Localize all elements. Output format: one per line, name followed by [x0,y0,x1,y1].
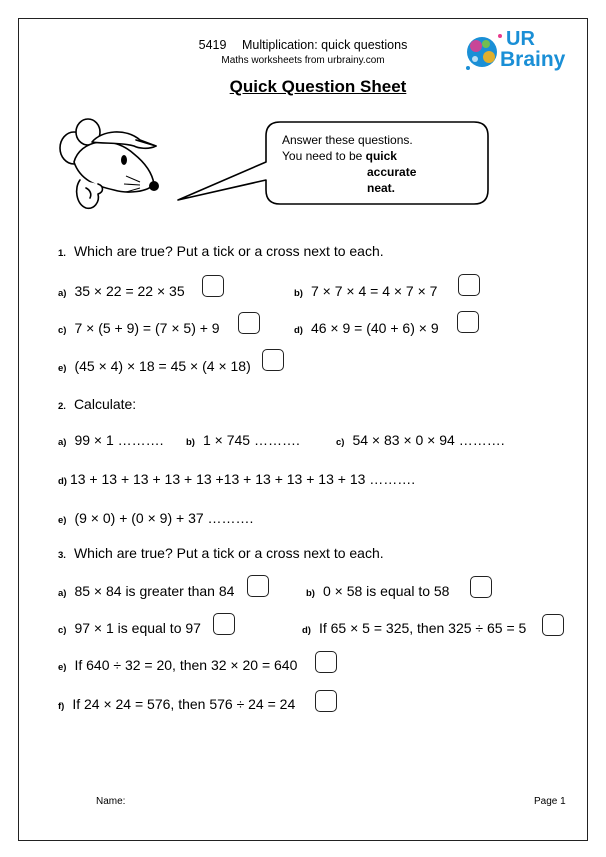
worksheet-code: 5419 [198,38,227,52]
q3-f-answer-box[interactable] [315,690,337,712]
q3-item-c: c) 97 × 1 is equal to 97 [58,620,201,636]
q3-item-d: d) If 65 × 5 = 325, then 325 ÷ 65 = 5 [302,620,527,636]
q3-e-answer-box[interactable] [315,651,337,673]
q3-item-a: a) 85 × 84 is greater than 84 [58,583,235,599]
q3-a-answer-box[interactable] [247,575,269,597]
q2-item-b: b) 1 × 745 ………. [186,432,300,448]
q2-item-e: e) (9 × 0) + (0 × 9) + 37 ………. [58,510,254,526]
bubble-line2 [282,148,416,164]
q3-b-answer-box[interactable] [470,576,492,598]
q3-number: 3. [58,550,66,561]
bubble-word-neat: neat. [367,181,396,195]
logo-text-brainy: Brainy [500,48,566,71]
bubble-text [282,132,416,196]
q3-d-answer-box[interactable] [542,614,564,636]
q2-heading [58,396,136,412]
bubble-word-quick: quick [365,149,397,163]
q1-number: 1. [58,248,66,259]
q1-b-answer-box[interactable] [458,274,480,296]
q1-item-a: a) 35 × 22 = 22 × 35 [58,283,185,299]
q1-item-b: b) 7 × 7 × 4 = 4 × 7 × 7 [294,283,438,299]
q3-item-f: f) If 24 × 24 = 576, then 576 ÷ 24 = 24 [58,696,296,712]
worksheet-subtitle: Maths worksheets from urbrainy.com [221,55,385,66]
bubble-line1: Answer these questions. [282,133,413,147]
q2-item-c: c) 54 × 83 × 0 × 94 ………. [336,432,505,448]
q3-prompt: Which are true? Put a tick or a cross next to each. [73,545,384,561]
urbrainy-logo [462,28,582,78]
worksheet-title: Multiplication: quick questions [241,38,408,52]
q3-c-answer-box[interactable] [213,613,235,635]
q3-item-b: b) 0 × 58 is equal to 58 [306,583,450,599]
q1-item-d: d) 46 × 9 = (40 + 6) × 9 [294,320,439,336]
logo-text-ur: UR [506,28,535,50]
page-number: Page 1 [534,796,566,807]
q2-number: 2. [58,401,66,412]
q1-c-answer-box[interactable] [238,312,260,334]
bubble-line2-pre: You need to be [282,149,366,163]
page-title: Quick Question Sheet [229,77,407,96]
q1-a-answer-box[interactable] [202,275,224,297]
q3-heading [58,545,384,561]
q1-d-answer-box[interactable] [457,311,479,333]
q2-prompt: Calculate: [73,396,137,412]
name-label: Name: [96,796,126,807]
q1-prompt: Which are true? Put a tick or a cross next to each. [73,243,384,259]
q2-item-a: a) 99 × 1 ………. [58,432,164,448]
q1-heading [58,243,384,259]
q1-e-answer-box[interactable] [262,349,284,371]
bubble-word-accurate: accurate [367,165,417,179]
mouse-mascot-icon [56,110,168,220]
q2-item-d: d) 13 + 13 + 13 + 13 + 13 +13 + 13 + 13 + 13 + 13 ………. [58,471,416,487]
q1-item-e: e) (45 × 4) × 18 = 45 × (4 × 18) [58,358,251,374]
q1-item-c: c) 7 × (5 + 9) = (7 × 5) + 9 [58,320,220,336]
q3-item-e: e) If 640 ÷ 32 = 20, then 32 × 20 = 640 [58,657,298,673]
